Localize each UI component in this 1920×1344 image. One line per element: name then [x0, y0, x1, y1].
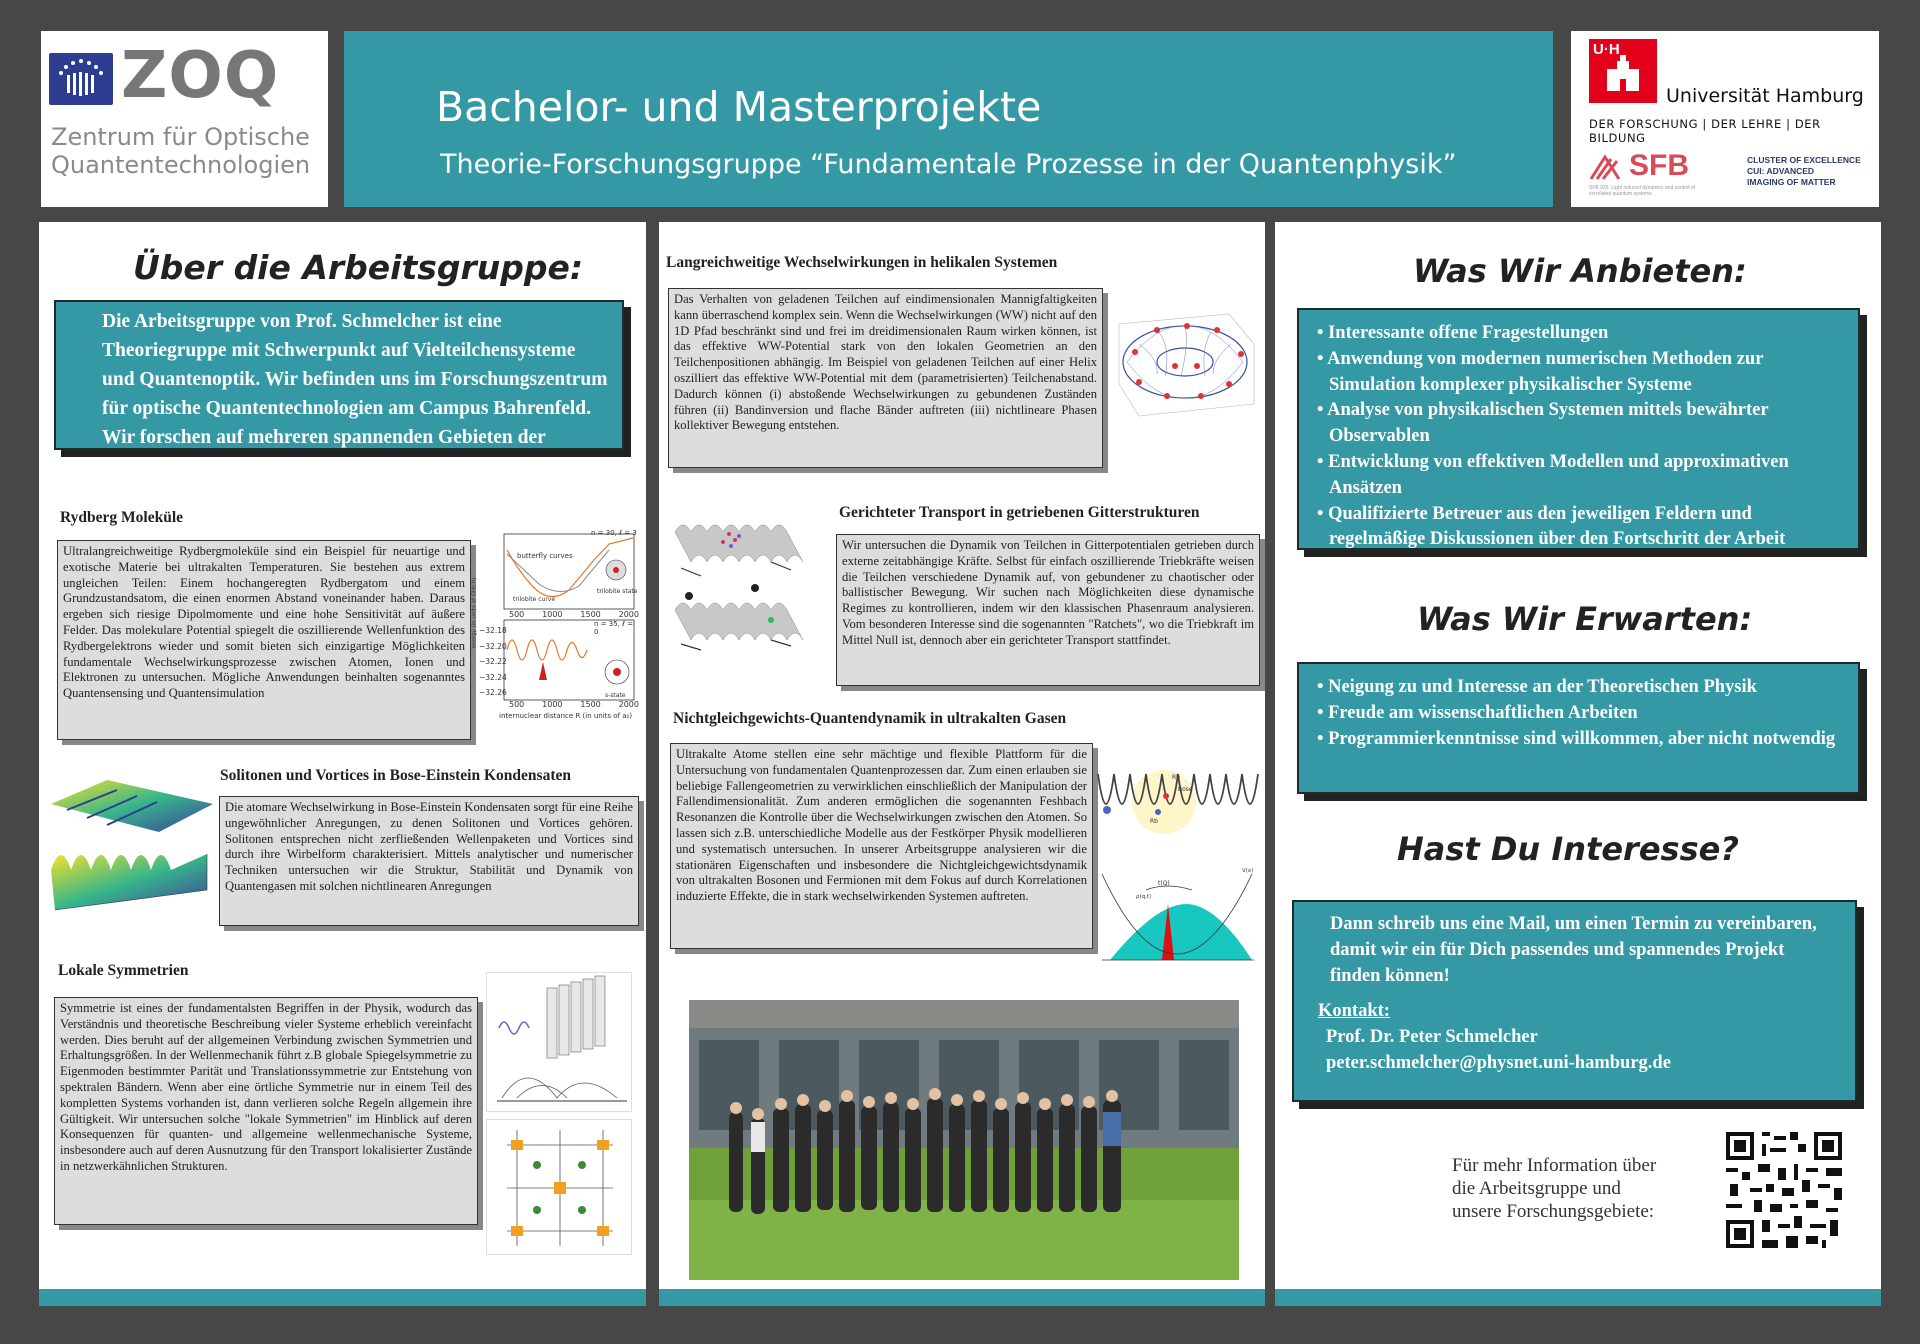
tick: 500 — [509, 610, 525, 619]
contact-email[interactable]: peter.schmelcher@physnet.uni-hamburg.de — [1326, 1052, 1671, 1073]
expect-item-text: Freude am wissenschaftlichen Arbeiten — [1328, 702, 1638, 723]
expect-callout — [1297, 662, 1860, 794]
fig-label: Bose — [1178, 786, 1193, 793]
offer-item-text: Interessante offene Fragestellungen — [1328, 323, 1609, 343]
contact-label: Kontakt: — [1318, 1001, 1390, 1022]
offer-list — [1315, 321, 1846, 553]
symmetry-figure-top — [486, 972, 632, 1112]
rydberg-fig-x-label: internuclear distance R (in units of a₀) — [499, 712, 633, 720]
tick: 500 — [509, 700, 525, 709]
interest-text: Dann schreib uns eine Mail, um einen Termin zu vereinbaren, damit wir ein für Dich passendes und spannendes Projekt finden können! — [1330, 914, 1817, 986]
offer-item: • Interessante offene Fragestellungen — [1317, 323, 1609, 343]
rydberg-fig-bottom-ticks — [509, 700, 639, 709]
page-subtitle: Theorie-Forschungsgruppe “Fundamentale Prozesse in der Quantenphysik” — [440, 149, 1457, 180]
expect-item: • Programmierkenntnisse sind willkommen, aber nicht notwendig — [1317, 728, 1836, 749]
symmetry-text: Symmetrie ist eines der fundamentalsten Begriffen in der Physik, wodurch das Verständnis und theoretische Beschreibung vieler Systeme erheblich vereinfacht werden. Dies beruht auf der allgemeinen Verbindung zwischen Symmetrien und Erhaltungsgrößen. In der Wellenmechanik führt z.B globale Spiegelsymmetrie zu Eigenmoden bestimmter Parität und Translationssymmetrie zur Entstehung von spektralen Bändern. Wenn aber eine örtliche Symmetrie nur in einem Teil des kompletten Systems vorhanden ist, dann verlieren solche Regeln allgemein ihre Gültigkeit. Wir untersuchen solche "lokale Symmetrien" im Hinblick auf deren Konsequenzen für quanten- und allgemeine wellenmechanische Systeme, insbesondere auch auf deren Ausnutzung für den Transport lokalisierter Zustände in netzwerkähnlichen Strukturen. — [54, 997, 478, 1225]
expect-list — [1315, 675, 1846, 752]
nonequilibrium-title: Nichtgleichgewichts-Quantendynamik in ultrakalten Gasen — [673, 710, 1067, 727]
about-heading: Über die Arbeitsgruppe: — [133, 248, 584, 287]
group-photo — [689, 1000, 1239, 1280]
rydberg-fig-trilobite: trilobite curve — [513, 596, 556, 603]
tick: 1500 — [580, 610, 601, 619]
tick: 2000 — [618, 610, 639, 619]
uhh-emblem-icon — [1589, 39, 1657, 103]
middle-column-footer-bar — [659, 1289, 1265, 1306]
interest-heading: Hast Du Interesse? — [1397, 830, 1739, 868]
left-column — [39, 222, 646, 1306]
tick: −32.20 — [479, 641, 507, 651]
offer-item-text: Anwendung von modernen numerischen Methoden zur Simulation komplexer physikalischer Systeme — [1327, 348, 1764, 395]
tick: 1000 — [542, 700, 563, 709]
offer-item-text: Entwicklung von effektiven Modellen und approximativen Ansätzen — [1328, 451, 1789, 498]
rydberg-figure — [471, 529, 639, 726]
sfb-caption: SFB 925: Light induced dynamics and control of correlated quantum systems — [1589, 185, 1696, 197]
expect-item-text: Neigung zu und Interesse an der Theoretischen Physik — [1328, 677, 1757, 697]
more-info-text: Für mehr Information über die Arbeitsgruppe und unsere Forschungsgebiete: — [1452, 1155, 1657, 1222]
rydberg-fig-legend-top: n = 30, ℓ = 3 — [591, 529, 637, 537]
rydberg-text: Ultralangreichweitige Rydbergmoleküle sind ein Beispiel für neuartige und exotische Materie bei ultrakalten Temperaturen. Sie bestehen aus extrem ungleichen Teilen: Einem hochangeregten Rydbergatom und einem Grundzustandsatom, die einen enormen Abstand voneinander haben. Daraus ergeben sich riesige Dipolmomente und eine hohe Sensitivität auf äußere Felder. Das molekulare Potential spiegelt die oszillierende Wellenfunktion des Rydbergelektrons wieder und somit bieten sich einzigartige Möglichkeiten fundamentale Wechselwirkungsprozesse zwischen Atomen, Ionen und Elektronen zu untersuchen. Mögliche Anwendungen beinhalten sogenanntes Quantensensing und Quantensimulation — [57, 540, 471, 740]
offer-item: • Entwicklung von effektiven Modellen und approximativen Ansätzen — [1317, 451, 1789, 498]
transport-text: Wir untersuchen die Dynamik von Teilchen in Gitterpotentialen getrieben durch externe zeitabhängige Kräfte. Selbst für einfach oszillierende Triebkräfte weisen die Teilchen verschiedene Dynamik auf, von gebundener zu chaotischer oder ballistischer Bewegung. Wir suchen nach Möglichkeiten diese dynamische Regimes zu kontrollieren, indem wir den klassischen Phasenraum analysieren. Vom besonderen Interesse sind die sogenannten "Ratchets", wo die Triebkraft im Mittel Null ist, dennoch aber ein gerichteter Transport stattfindet. — [836, 534, 1260, 686]
fig-label: ρ(q,t) — [1136, 894, 1152, 900]
expect-item: • Freude am wissenschaftlichen Arbeiten — [1317, 702, 1638, 723]
fig-label: Rb — [1150, 818, 1158, 825]
solitons-title: Solitonen und Vortices in Bose-Einstein Kondensaten — [220, 767, 571, 784]
tick: 1000 — [542, 610, 563, 619]
tick: −32.26 — [479, 688, 507, 697]
contact-name: Prof. Dr. Peter Schmelcher — [1326, 1027, 1538, 1048]
expect-heading: Was Wir Erwarten: — [1417, 600, 1753, 638]
tick: −32.24 — [479, 672, 507, 682]
helical-title: Langreichweitige Wechselwirkungen in helikalen Systemen — [666, 254, 1058, 271]
right-column-footer-bar — [1275, 1289, 1881, 1306]
ratchet-figure — [671, 492, 809, 652]
page-title: Bachelor- und Masterprojekte — [436, 83, 1042, 131]
expect-item-text: Programmierkenntnisse sind willkommen, aber nicht notwendig — [1328, 728, 1836, 749]
rydberg-fig-legend-bottom: n = 35, ℓ = 0 — [594, 620, 634, 636]
uhh-name: Universität Hamburg — [1666, 85, 1864, 107]
zoq-logo — [41, 31, 328, 207]
uhh-mark: U·H — [1593, 41, 1620, 58]
zoq-emblem-icon — [49, 53, 113, 105]
transport-title: Gerichteter Transport in getriebenen Gitterstrukturen — [839, 504, 1200, 521]
title-banner — [344, 31, 1553, 207]
tick: −32.22 — [479, 657, 507, 666]
offer-item: • Qualifizierte Betreuer aus den jeweiligen Feldern und regelmäßige Diskussionen über den Fortschritt der Arbeit — [1317, 503, 1786, 550]
zoq-full-name: Zentrum für Optische Quantentechnologien — [51, 123, 311, 179]
rydberg-fig-butterfly: butterfly curves — [517, 552, 573, 560]
offer-item-text: Analyse von physikalischen Systemen mittels bewährter Observablen — [1327, 400, 1769, 447]
fig-label: t(Q) — [1158, 880, 1170, 887]
sfb-emblem-icon — [1589, 153, 1625, 183]
contact-callout — [1292, 900, 1857, 1102]
expect-item: • Neigung zu und Interesse an der Theoretischen Physik — [1317, 677, 1757, 697]
offer-callout — [1297, 308, 1860, 550]
offer-item: • Analyse von physikalischen Systemen mittels bewährter Observablen — [1317, 400, 1769, 447]
qr-code-icon[interactable] — [1722, 1128, 1846, 1252]
tick: 2000 — [618, 700, 639, 709]
tick: −32.18 — [479, 626, 507, 635]
symmetry-title: Lokale Symmetrien — [58, 962, 189, 979]
nonequilibrium-text: Ultrakalte Atome stellen eine sehr mächtige und flexible Plattform für die Untersuchung von fundamentalen Quantenprozessen dar. Zum einen erlauben sie beliebige Fallengeometrien zu verwirklichen einschließlich der Manipulation der Fallendimensionalität. Zum anderen ermöglichen die sogenannten Feshbach Resonanzen die Kontrolle über die Wechselwirkungen zwischen den Atomen. So lassen sich z.B. unterschiedliche Modelle aus der Festkörper Physik modellieren und systematisch untersuchen. In unserer Arbeitsgruppe analysieren wir die stationären Eigenschaften und insbesondere die Nichtgleichgewichtsdynamik von ultrakalten Bosonen und Fermionen mit dem Fokus auf durch Korrelationen induzierte Effekte, die in stark wechselwirkenden Systemen auftreten. — [670, 743, 1093, 949]
helical-text: Das Verhalten von geladenen Teilchen auf eindimensionalen Mannigfaltigkeiten kann überraschend komplex sein. Wenn die Wechselwirkungen (WW) nicht auf den 1D Pfad beschränkt sind und frei im dreidimensionalen Raum wirken können, ist das effektive WW-Potential stark von den lokalen Geometrien an den Teilchenpositionen abhängig. Im Beispiel von geladenen Teilchen auf einer Helix oszilliert das effektive WW-Potential mit dem (parametrisierten) Teilchenabstand. Dadurch können (i) abstoßende Wechselwirkungen zu gebundenen Zuständen führen (ii) Bandinversion und flache Bänder auftreten (iii) nichtlineare Phasen kollektiver Bewegung entstehen. — [668, 288, 1103, 468]
about-callout: Die Arbeitsgruppe von Prof. Schmelcher ist eine Theoriegruppe mit Schwerpunkt auf Vielteilchensysteme und Quantenoptik. Wir befinden uns im Forschungszentrum für optische Quantentechnologien am Campus Bahrenfeld. Wir forschen auf mehreren spannenden Gebieten der modernen Quantenphysik. — [54, 300, 624, 450]
cui-logo: CLUSTER OF EXCELLENCE CUI: ADVANCED IMAGING OF MATTER — [1747, 155, 1861, 187]
partner-logos — [1571, 31, 1879, 207]
helix-torus-figure — [1109, 304, 1259, 422]
zoq-logo-text: ZOQ — [121, 39, 280, 113]
sfb-logo-text: SFB — [1629, 149, 1689, 182]
uhh-tagline: DER FORSCHUNG | DER LEHRE | DER BILDUNG — [1589, 117, 1821, 145]
rydberg-fig-y-label: energy (in units of GHz·h) — [471, 577, 478, 649]
solitons-text: Die atomare Wechselwirkung in Bose-Einstein Kondensaten sorgt für eine Reihe ungewöhnlicher Anregungen, zu denen Solitonen und Vortices gehören. Solitonen entsprechen nicht zerfließenden Wellenpaketen und Vortices sind durch ihre Wirbelform charakterisiert. Mittels analytischer und numerischer Techniken untersuchen wir die Struktur, Stabilität und Dynamik von Quantengasen mit solchen nichtlinearen Anregungen — [219, 796, 639, 926]
rydberg-fig-y-ticks — [479, 623, 507, 701]
rydberg-fig-top-ticks — [509, 610, 639, 619]
middle-column — [659, 222, 1265, 1306]
sfb-logo — [1589, 149, 1689, 183]
offer-heading: Was Wir Anbieten: — [1413, 252, 1747, 290]
offer-item-text: Qualifizierte Betreuer aus den jeweiligen Feldern und regelmäßige Diskussionen über den Fortschritt der Arbeit — [1328, 503, 1786, 550]
fig-label: Rb — [1172, 774, 1180, 781]
rydberg-fig-trilobite-state: trilobite state — [597, 588, 638, 595]
symmetry-figure-bottom — [486, 1119, 632, 1255]
trap-density-figure — [1096, 864, 1260, 964]
rydberg-title: Rydberg Moleküle — [60, 509, 184, 526]
rydberg-fig-s-state: s-state — [605, 692, 626, 699]
soliton-figure — [47, 770, 215, 920]
tick: 1500 — [580, 700, 601, 709]
offer-item: • Anwendung von modernen numerischen Methoden zur Simulation komplexer physikalischer Systeme — [1317, 348, 1764, 395]
fig-label: V(x) — [1242, 868, 1254, 874]
lattice-atoms-figure — [1094, 754, 1260, 854]
left-column-footer-bar — [39, 1289, 646, 1306]
